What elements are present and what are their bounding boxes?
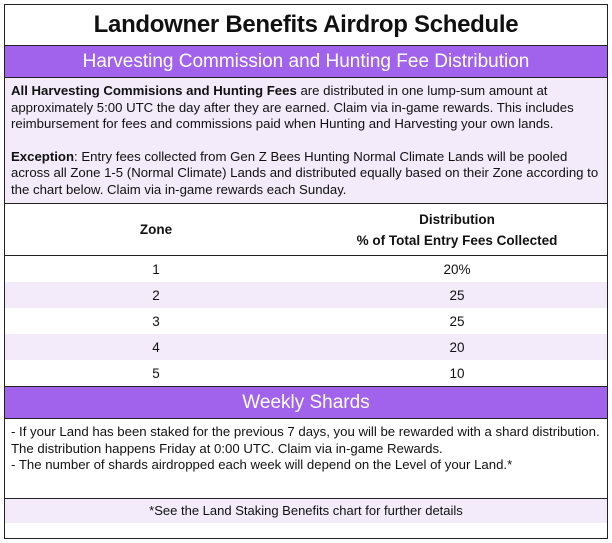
paragraph-all-fees-bold: All Harvesting Commisions and Hunting Fees [11, 83, 297, 98]
zone-cell: 5 [152, 365, 160, 381]
paragraph-all-fees-text: are distributed in one lump-sum amount at approximately 5:00 UTC the day after they are earned. Claim via in-game rewards. This includes reimbursement for fees and commissions paid when Hunting and Harvesting your own lands. [11, 83, 574, 131]
weekly-shards-description [5, 419, 607, 499]
zone-cell: 4 [5, 334, 307, 360]
table-row [5, 282, 607, 308]
column-header-distribution [307, 204, 607, 256]
column-header-distribution-line1: Distribution [419, 211, 495, 227]
airdrop-schedule-sheet [4, 4, 608, 539]
section-header-harvesting: Harvesting Commission and Hunting Fee Distribution [5, 46, 607, 78]
table-row [5, 360, 607, 386]
zone-cell: 3 [152, 313, 160, 329]
percent-cell: 20 [307, 334, 607, 360]
percent-cell: 25 [307, 282, 607, 308]
distribution-table [5, 204, 607, 386]
table-header-row [5, 204, 607, 256]
percent-cell: 20% [443, 261, 471, 277]
table-row [5, 334, 607, 360]
paragraph-exception-text: : Entry fees collected from Gen Z Bees Hunting Normal Climate Lands will be pooled across all Zone 1-5 (Normal Climate) Lands and distributed equally based on their Zone according to the chart below. Claim via in-game rewards each Sunday. [11, 148, 599, 197]
table-row [5, 256, 607, 283]
percent-cell: 25 [449, 313, 465, 329]
column-header-zone: Zone [5, 204, 307, 256]
table-row [5, 308, 607, 334]
column-header-distribution-line2: % of Total Entry Fees Collected [356, 232, 558, 248]
weekly-shards-line-2: - The number of shards airdropped each week will depend on the Level of your Land.* [11, 457, 513, 472]
page-title: Landowner Benefits Airdrop Schedule [5, 5, 607, 46]
percent-cell: 10 [449, 365, 465, 381]
harvesting-description [5, 78, 607, 204]
paragraph-exception-bold: Exception [11, 148, 75, 164]
weekly-shards-line-1: - If your Land has been staked for the previous 7 days, you will be rewarded with a shard distribution. The distribution happens Friday at 0:00 UTC. Claim via in-game Rewards. [11, 424, 600, 456]
zone-cell: 1 [152, 261, 160, 277]
paragraph-all-fees [11, 83, 601, 133]
zone-cell: 2 [5, 282, 307, 308]
footnote: *See the Land Staking Benefits chart for further details [5, 499, 607, 523]
section-header-weekly-shards: Weekly Shards [5, 386, 607, 419]
paragraph-exception [11, 149, 601, 199]
